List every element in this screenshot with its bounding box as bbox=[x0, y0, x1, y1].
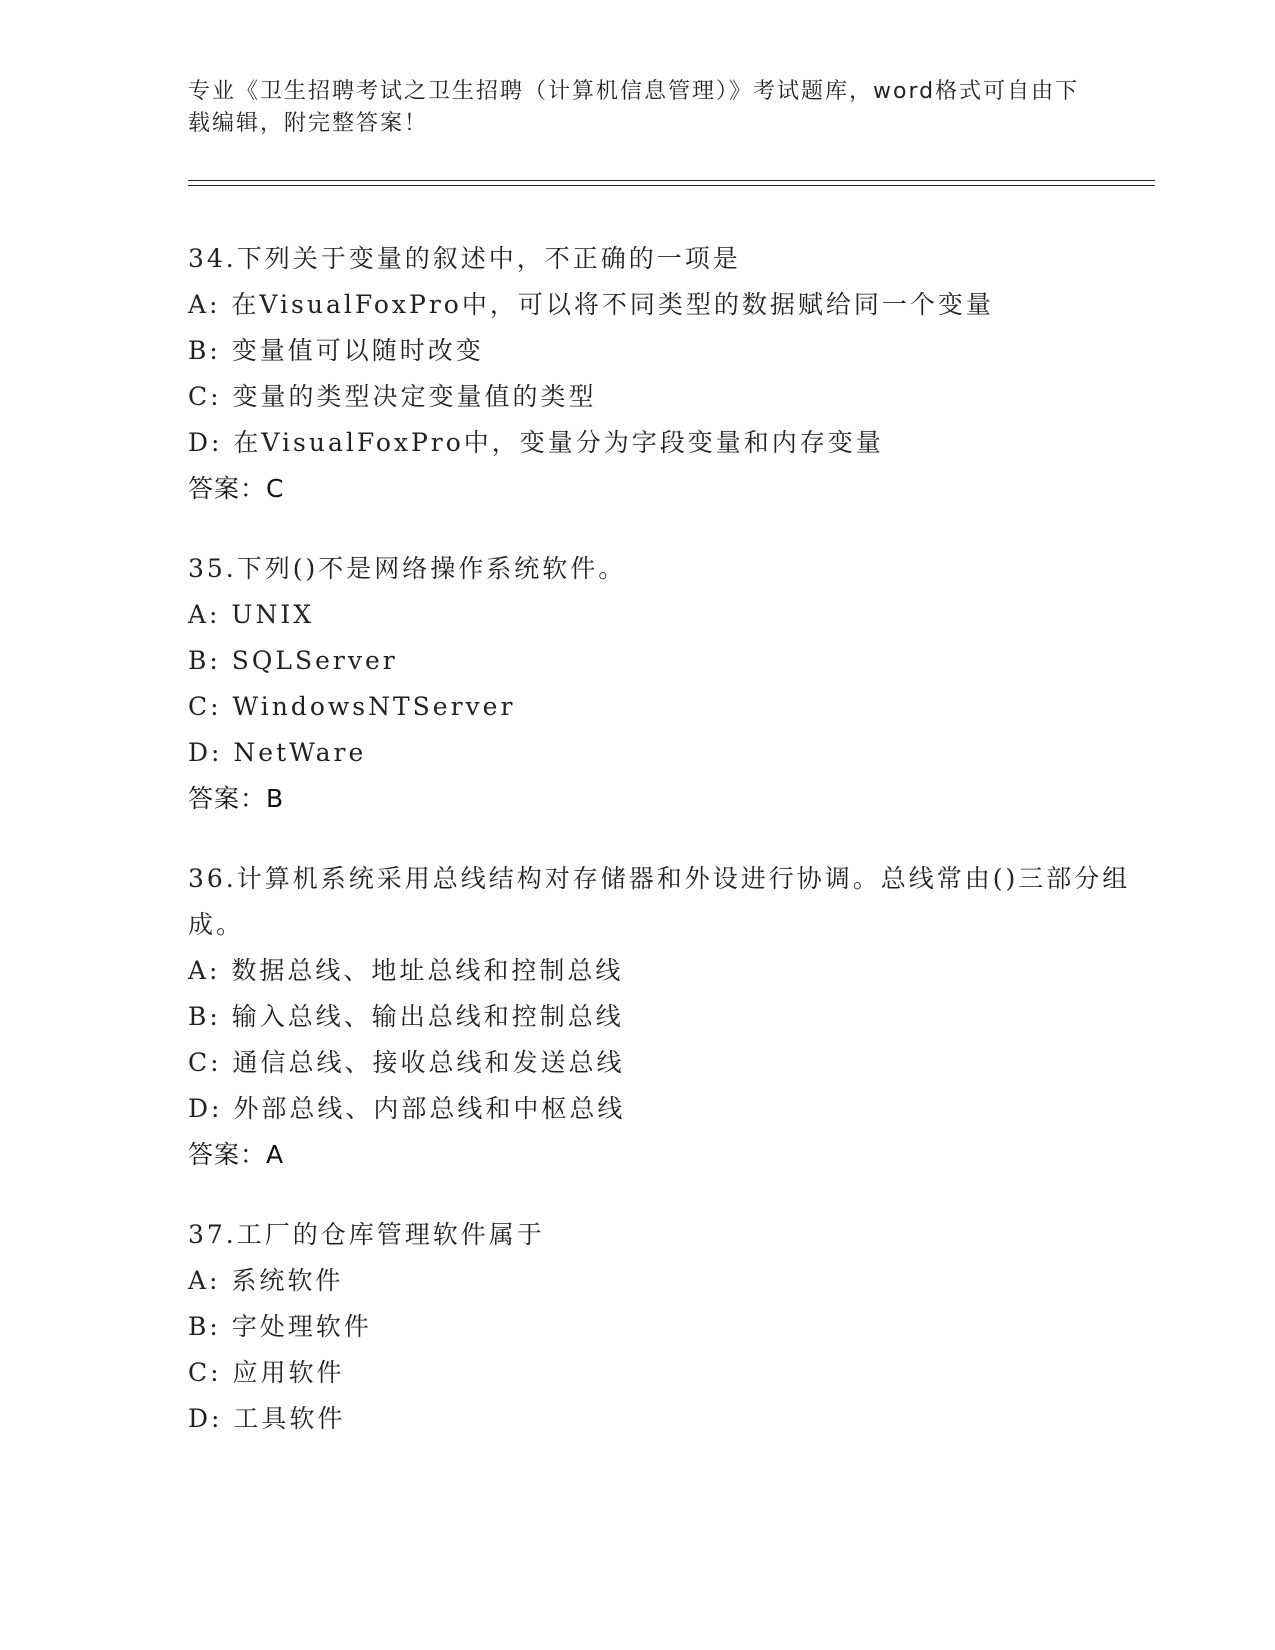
option-b: B: 字处理软件 bbox=[188, 1312, 372, 1341]
question-34 bbox=[188, 236, 1155, 512]
option-c: C: 变量的类型决定变量值的类型 bbox=[188, 382, 597, 411]
question-title: 35.下列()不是网络操作系统软件。 bbox=[188, 554, 627, 583]
option-d: D: 工具软件 bbox=[188, 1404, 346, 1433]
option-a: A: 数据总线、地址总线和控制总线 bbox=[188, 956, 624, 985]
option-d: D: NetWare bbox=[188, 738, 367, 767]
option-c: C: 应用软件 bbox=[188, 1358, 345, 1387]
answer: 答案：B bbox=[188, 784, 285, 813]
document-header: 专业《卫生招聘考试之卫生招聘（计算机信息管理）》考试题库，word格式可自由下载编辑，附完整答案！ bbox=[188, 79, 1080, 136]
option-a: A: 系统软件 bbox=[188, 1266, 344, 1295]
header-divider-top bbox=[188, 180, 1155, 181]
option-a: A: 在VisualFoxPro中，可以将不同类型的数据赋给同一个变量 bbox=[188, 290, 994, 319]
option-c: C: 通信总线、接收总线和发送总线 bbox=[188, 1048, 625, 1077]
question-title: 36.计算机系统采用总线结构对存储器和外设进行协调。总线常由()三部分组成。 bbox=[188, 864, 1131, 939]
header-divider-bottom bbox=[188, 185, 1155, 186]
question-title: 34.下列关于变量的叙述中，不正确的一项是 bbox=[188, 244, 741, 273]
option-b: B: 输入总线、输出总线和控制总线 bbox=[188, 1002, 624, 1031]
question-36 bbox=[188, 856, 1155, 1178]
question-title: 37.工厂的仓库管理软件属于 bbox=[188, 1220, 545, 1249]
option-d: D: 在VisualFoxPro中，变量分为字段变量和内存变量 bbox=[188, 428, 884, 457]
option-b: B: 变量值可以随时改变 bbox=[188, 336, 484, 365]
option-b: B: SQLServer bbox=[188, 646, 398, 675]
question-list bbox=[188, 236, 1155, 1476]
option-c: C: WindowsNTServer bbox=[188, 692, 516, 721]
option-a: A: UNIX bbox=[188, 600, 315, 629]
option-d: D: 外部总线、内部总线和中枢总线 bbox=[188, 1094, 626, 1123]
question-35 bbox=[188, 546, 1155, 822]
answer: 答案：A bbox=[188, 1140, 285, 1169]
answer: 答案：C bbox=[188, 474, 285, 503]
question-37 bbox=[188, 1212, 1155, 1442]
